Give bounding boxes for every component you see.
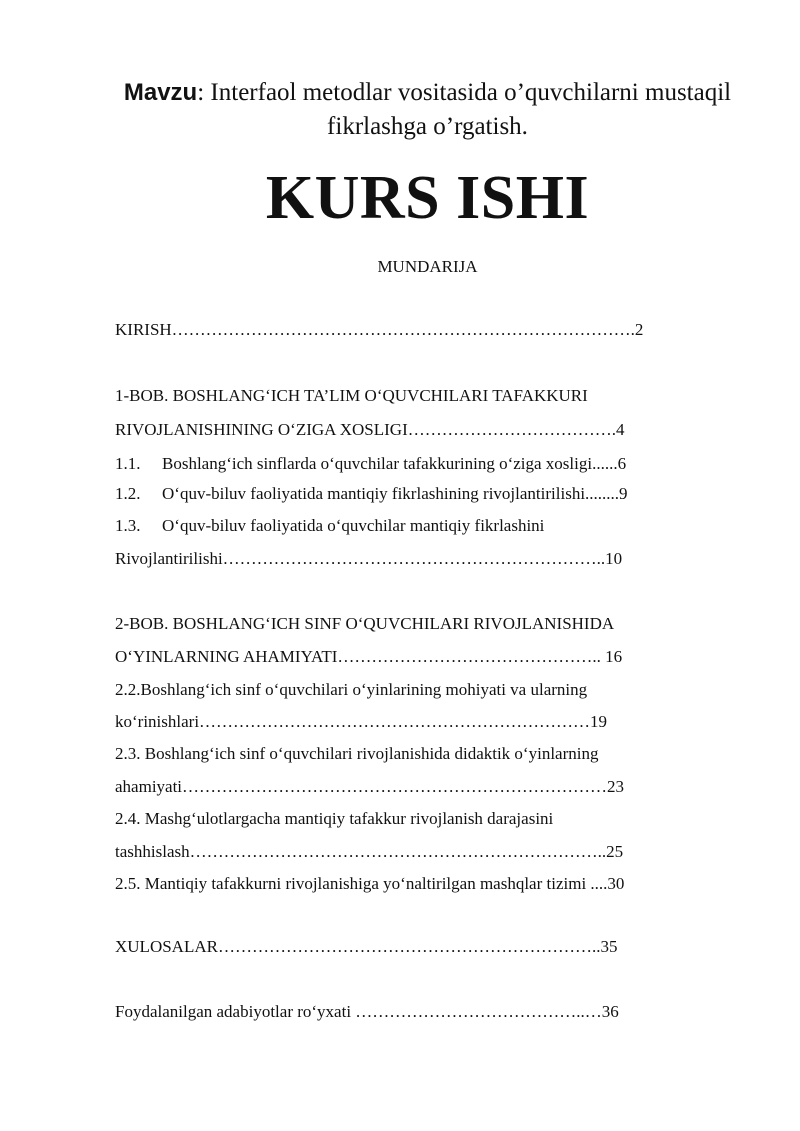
toc-entry-2-2-line1: 2.2.Boshlang‘ich sinf o‘quvchilari o‘yinlarining mohiyati va ularning bbox=[115, 680, 588, 699]
toc-entry-1-3-number: 1.3. bbox=[115, 516, 141, 535]
toc-entry-bob1-line2: RIVOJLANISHINING O‘ZIGA XOSLIGI……………………………….4 bbox=[115, 420, 625, 439]
topic-line-1: Interfaol metodlar vositasida o’quvchilarni mustaqil bbox=[204, 79, 732, 106]
toc-entry-1-2-number: 1.2. bbox=[115, 484, 141, 503]
toc-entry-2-5: 2.5. Mantiqiy tafakkurni rivojlanishiga yo‘naltirilgan mashqlar tizimi ....30 bbox=[115, 874, 625, 893]
toc-entry-bob1-line1: 1-BOB. BOSHLANG‘ICH TA’LIM O‘QUVCHILARI TAFAKKURI bbox=[115, 386, 588, 405]
topic-line-2: fikrlashga o’rgatish. bbox=[327, 113, 528, 140]
toc-entry-bob2-line2: O‘YINLARNING AHAMIYATI……………………………………….. 16 bbox=[115, 647, 623, 666]
toc-entry-1-2-text: O‘quv-biluv faoliyatida mantiqiy fikrlashining rivojlantirilishi........9 bbox=[162, 484, 628, 503]
toc-entry-1-1 bbox=[115, 452, 626, 476]
toc-entry-1-2 bbox=[115, 482, 628, 506]
main-title: KURS ISHI bbox=[265, 164, 590, 232]
topic-separator: : bbox=[197, 79, 205, 106]
toc-entry-kirish: KIRISH……………………………………………………………………….2 bbox=[115, 320, 644, 339]
toc-entry-2-4-line2: tashhislash………………………………………………………………..25 bbox=[115, 842, 624, 861]
toc-heading: MUNDARIJA bbox=[377, 257, 478, 276]
topic-block bbox=[100, 76, 755, 144]
toc-entry-2-2-line2: ko‘rinishlari……………………………………………………………19 bbox=[115, 712, 608, 731]
toc-entry-1-3-line2: Rivojlantirilishi…………………………………………………………..10 bbox=[115, 549, 623, 568]
topic-label: Mavzu bbox=[123, 79, 198, 106]
toc-entry-adabiyotlar: Foydalanilgan adabiyotlar ro‘yxati …………………………………..…36 bbox=[115, 1002, 619, 1021]
toc-entry-1-1-number: 1.1. bbox=[115, 454, 141, 473]
toc-entry-2-3-line1: 2.3. Boshlang‘ich sinf o‘quvchilari rivojlanishida didaktik o‘yinlarning bbox=[115, 744, 599, 763]
toc-entry-xulosalar: XULOSALAR…………………………………………………………..35 bbox=[115, 937, 618, 956]
toc-entry-2-4-line1: 2.4. Mashg‘ulotlargacha mantiqiy tafakkur rivojlanish darajasini bbox=[115, 809, 554, 828]
toc-entry-1-3 bbox=[115, 514, 544, 538]
toc-entry-1-3-text: O‘quv-biluv faoliyatida o‘quvchilar mantiqiy fikrlashini bbox=[162, 516, 545, 535]
toc-entry-2-3-line2: ahamiyati…………………………………………………………………23 bbox=[115, 777, 625, 796]
toc-entry-bob2-line1: 2-BOB. BOSHLANG‘ICH SINF O‘QUVCHILARI RIVOJLANISHIDA bbox=[115, 614, 615, 633]
toc-entry-1-1-text: Boshlang‘ich sinflarda o‘quvchilar tafakkurining o‘ziga xosligi......6 bbox=[162, 454, 627, 473]
